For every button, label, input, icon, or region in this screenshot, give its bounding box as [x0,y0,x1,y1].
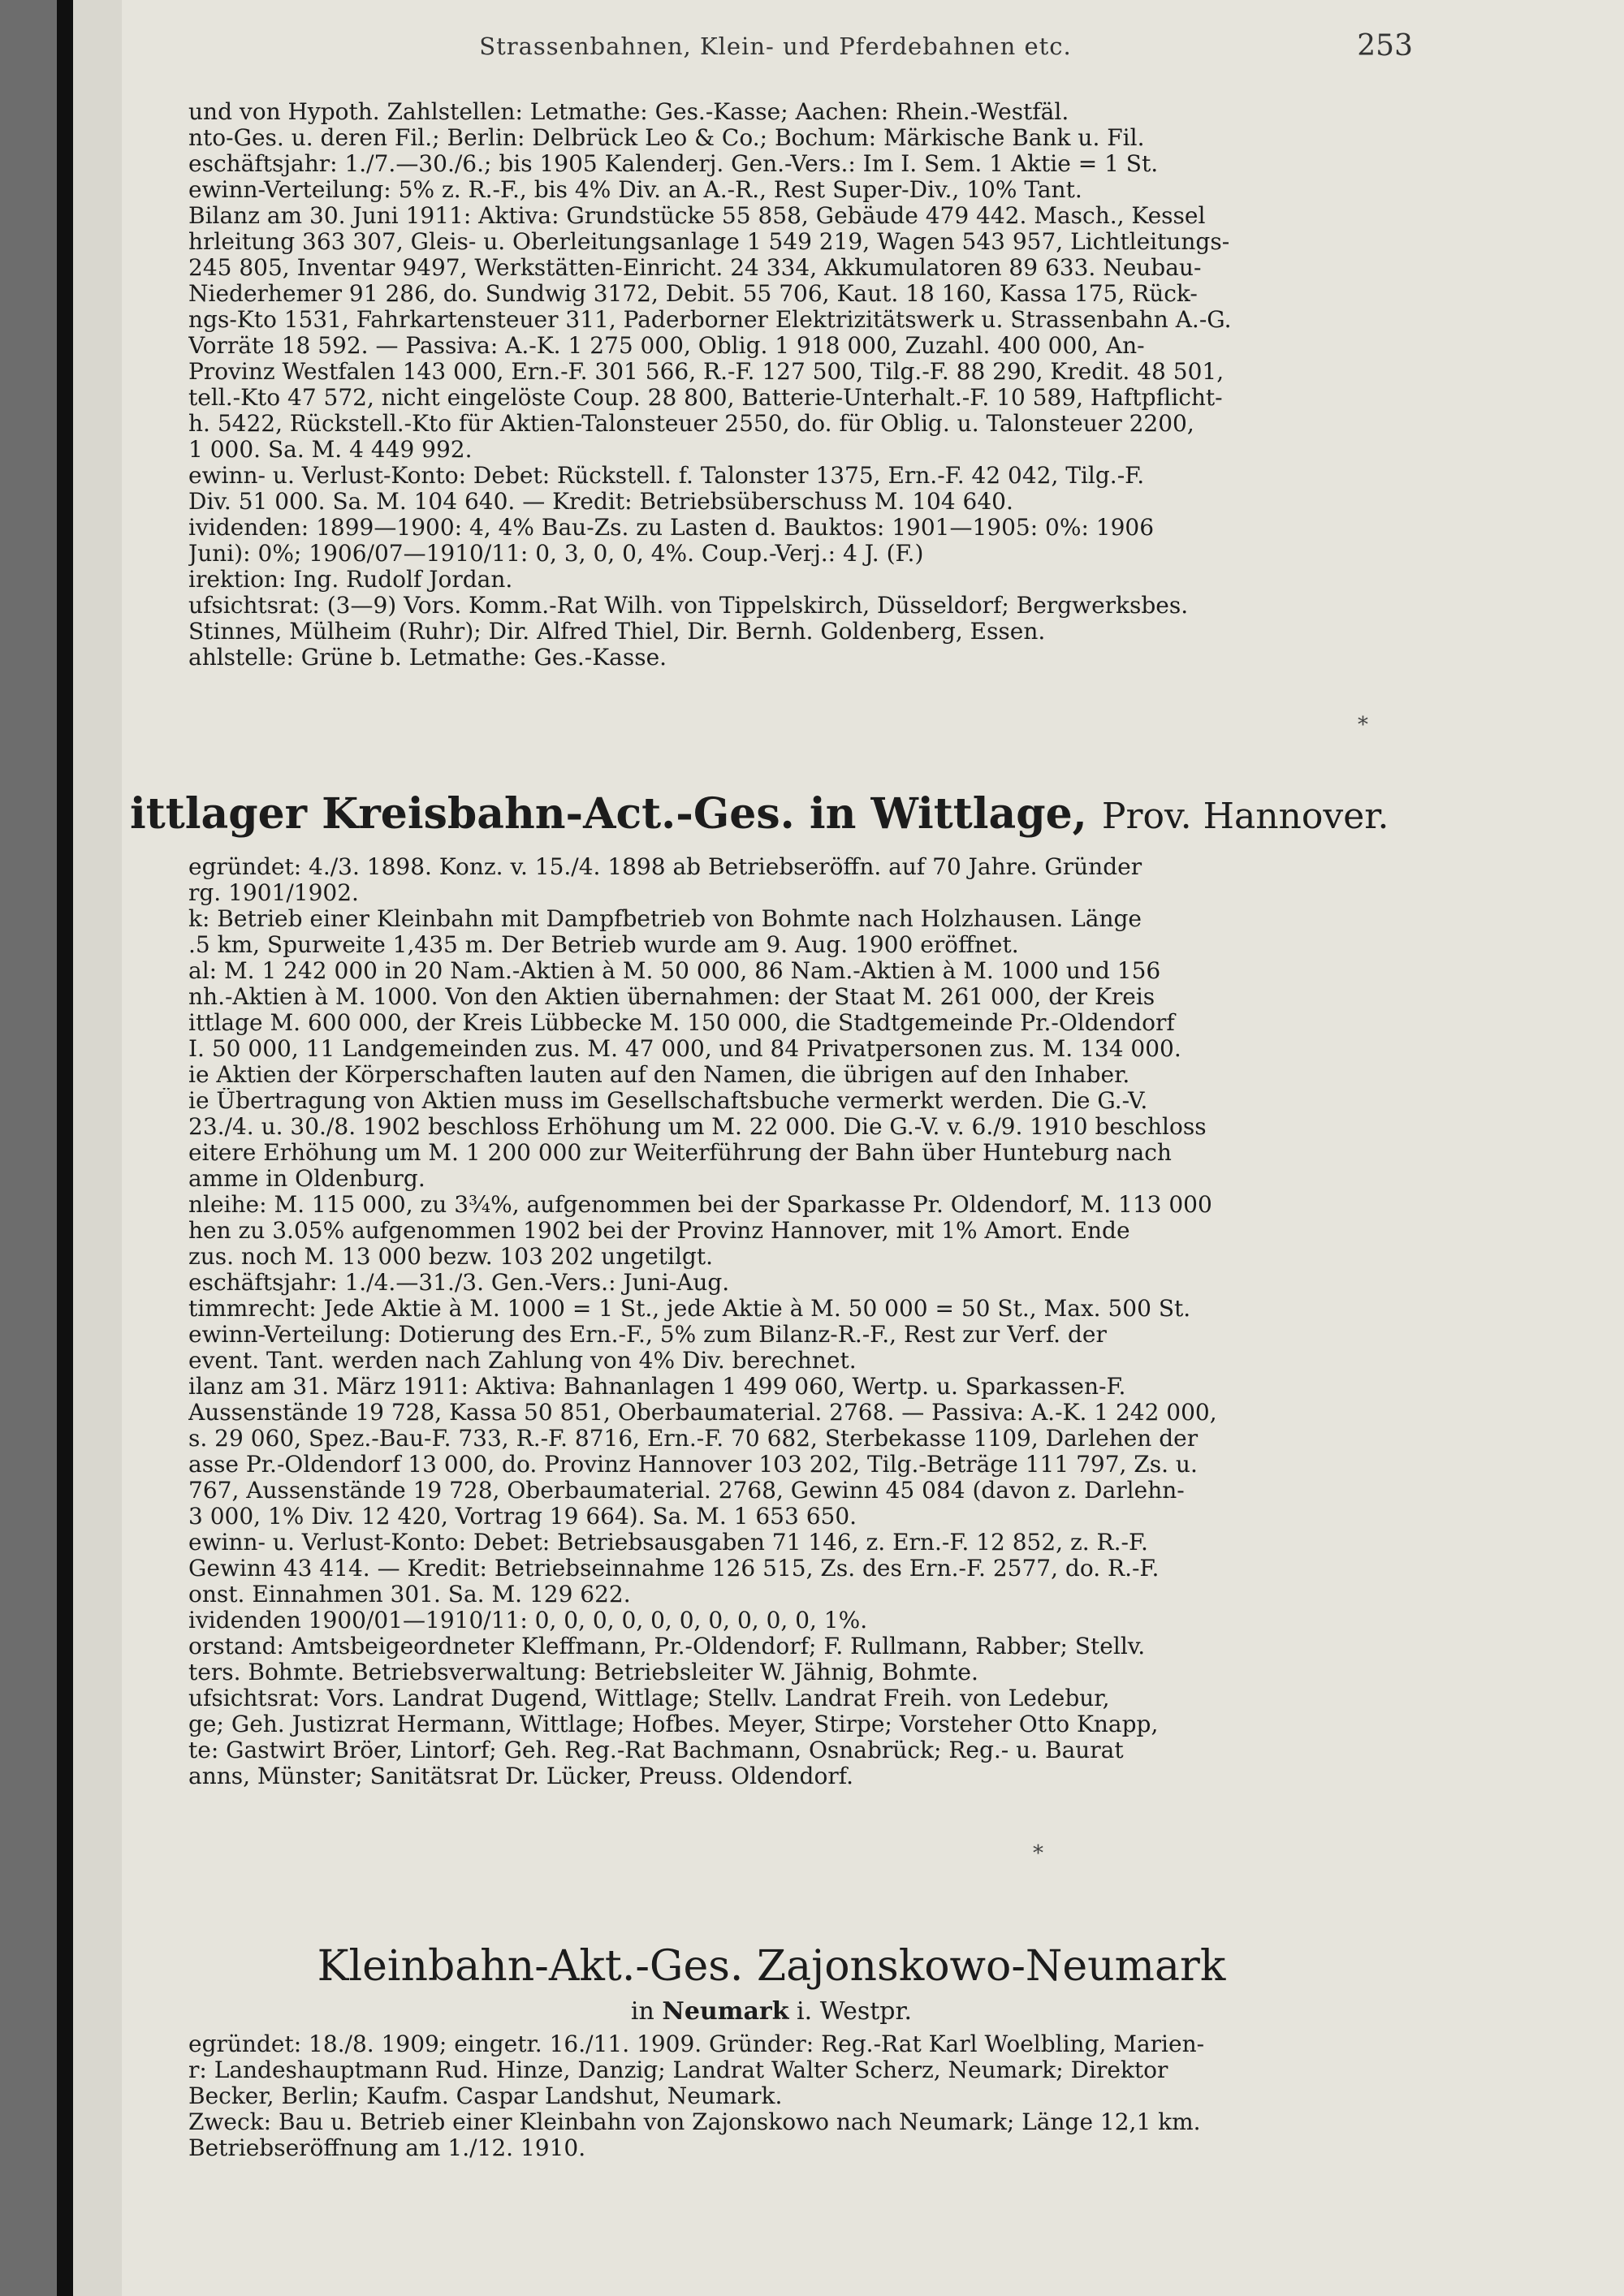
text-line: egründet: 18./8. 1909; eingetr. 16./11. 1909. Gründer: Reg.-Rat Karl Woelbling, Marien- [188,2031,1205,2057]
running-header: Strassenbahnen, Klein- und Pferdebahnen etc. [479,32,1072,60]
book-spine [57,0,73,2296]
text-line: ufsichtsrat: (3—9) Vors. Komm.-Rat Wilh. von Tippelskirch, Düsseldorf; Bergwerksbes. [188,593,1189,619]
text-line: anns, Münster; Sanitätsrat Dr. Lücker, Preuss. Oldendorf. [188,1763,853,1789]
text-line: 245 805, Inventar 9497, Werkstätten-Einricht. 24 334, Akkumulatoren 89 633. Neubau- [188,255,1202,281]
company-title-text: ittlager Kreisbahn-Act.-Ges. in Wittlage, [130,789,1087,839]
text-line: Div. 51 000. Sa. M. 104 640. — Kredit: Betriebsüberschuss M. 104 640. [188,489,1013,515]
text-line: amme in Oldenburg. [188,1166,425,1192]
text-line: ters. Bohmte. Betriebsverwaltung: Betriebsleiter W. Jähnig, Bohmte. [188,1659,978,1685]
text-line: hen zu 3.05% aufgenommen 1902 bei der Provinz Hannover, mit 1% Amort. Ende [188,1218,1130,1244]
company-title-suffix: Prov. Hannover. [1101,796,1389,837]
text-line: ie Aktien der Körperschaften lauten auf den Namen, die übrigen auf den Inhaber. [188,1062,1130,1088]
text-line: ngs-Kto 1531, Fahrkartensteuer 311, Paderborner Elektrizitätswerk u. Strassenbahn A.-G. [188,307,1232,333]
text-line: zus. noch M. 13 000 bezw. 103 202 ungetilgt. [188,1244,713,1270]
text-line: .5 km, Spurweite 1,435 m. Der Betrieb wurde am 9. Aug. 1900 eröffnet. [188,932,1019,958]
page-number: 253 [1357,29,1413,63]
text-line: al: M. 1 242 000 in 20 Nam.-Aktien à M. 50 000, 86 Nam.-Aktien à M. 1000 und 156 [188,958,1161,984]
text-line: Zweck: Bau u. Betrieb einer Kleinbahn von Zajonskowo nach Neumark; Länge 12,1 km. [188,2109,1201,2135]
text-line: Juni): 0%; 1906/07—1910/11: 0, 3, 0, 0, 4%. Coup.-Verj.: 4 J. (F.) [188,541,924,567]
left-page-edge [0,0,57,2296]
text-line: ewinn-Verteilung: Dotierung des Ern.-F., 5% zum Bilanz-R.-F., Rest zur Verf. der [188,1322,1107,1348]
text-line: Becker, Berlin; Kaufm. Caspar Landshut, Neumark. [188,2083,783,2109]
text-line: Niederhemer 91 286, do. Sundwig 3172, Debit. 55 706, Kaut. 18 160, Kassa 175, Rück- [188,281,1198,307]
section-2-text [188,854,1406,1789]
text-line: ewinn- u. Verlust-Konto: Debet: Rückstell. f. Talonster 1375, Ern.-F. 42 042, Tilg.-F. [188,463,1145,489]
text-line: eschäftsjahr: 1./4.—31./3. Gen.-Vers.: Juni-Aug. [188,1270,730,1296]
company-title-wittlager [130,789,1413,839]
text-line: Vorräte 18 592. — Passiva: A.-K. 1 275 000, Oblig. 1 918 000, Zuzahl. 400 000, An- [188,333,1145,359]
text-line: irektion: Ing. Rudolf Jordan. [188,567,513,593]
asterisk-mark: * [1033,1841,1043,1866]
text-line: egründet: 4./3. 1898. Konz. v. 15./4. 1898 ab Betriebseröffn. auf 70 Jahre. Gründer [188,854,1142,880]
text-line: nh.-Aktien à M. 1000. Von den Aktien übernahmen: der Staat M. 261 000, der Kreis [188,984,1155,1010]
text-line: 767, Aussenstände 19 728, Oberbaumaterial. 2768, Gewinn 45 084 (davon z. Darlehn- [188,1478,1185,1504]
text-line: ividenden: 1899—1900: 4, 4% Bau-Zs. zu Lasten d. Bauktos: 1901—1905: 0%: 1906 [188,515,1155,541]
text-line: eitere Erhöhung um M. 1 200 000 zur Weiterführung der Bahn über Hunteburg nach [188,1140,1172,1166]
text-line: I. 50 000, 11 Landgemeinden zus. M. 47 000, und 84 Privatpersonen zus. M. 134 000. [188,1036,1181,1062]
page-gutter [73,0,122,2296]
text-line: Stinnes, Mülheim (Ruhr); Dir. Alfred Thiel, Dir. Bernh. Goldenberg, Essen. [188,619,1046,645]
text-line: Gewinn 43 414. — Kredit: Betriebseinnahme 126 515, Zs. des Ern.-F. 2577, do. R.-F. [188,1556,1160,1582]
text-line: ividenden 1900/01—1910/11: 0, 0, 0, 0, 0, 0, 0, 0, 0, 0, 1%. [188,1608,868,1634]
text-line: eschäftsjahr: 1./7.—30./6.; bis 1905 Kalenderj. Gen.-Vers.: Im I. Sem. 1 Aktie = 1 St. [188,151,1159,177]
text-line: ewinn- u. Verlust-Konto: Debet: Betriebsausgaben 71 146, z. Ern.-F. 12 852, z. R.-F. [188,1530,1148,1556]
subtitle-in: in [630,1997,654,2026]
asterisk-mark: * [1358,713,1368,737]
text-line: Provinz Westfalen 143 000, Ern.-F. 301 566, R.-F. 127 500, Tilg.-F. 88 290, Kredit. 48 501, [188,359,1224,385]
text-line: ufsichtsrat: Vors. Landrat Dugend, Wittlage; Stellv. Landrat Freih. von Ledebur, [188,1685,1110,1711]
text-line: Aussenstände 19 728, Kassa 50 851, Oberbaumaterial. 2768. — Passiva: A.-K. 1 242 000, [188,1400,1217,1426]
section-3-text [188,2031,1406,2161]
text-line: Betriebseröffnung am 1./12. 1910. [188,2135,586,2161]
text-line: ittlage M. 600 000, der Kreis Lübbecke M. 150 000, die Stadtgemeinde Pr.-Oldendorf [188,1010,1175,1036]
text-line: und von Hypoth. Zahlstellen: Letmathe: Ges.-Kasse; Aachen: Rhein.-Westfäl. [188,99,1069,125]
text-line: nto-Ges. u. deren Fil.; Berlin: Delbrück Leo & Co.; Bochum: Märkische Bank u. Fil. [188,125,1145,151]
text-line: ge; Geh. Justizrat Hermann, Wittlage; Hofbes. Meyer, Stirpe; Vorsteher Otto Knapp, [188,1711,1159,1737]
text-line: 3 000, 1% Div. 12 420, Vortrag 19 664). Sa. M. 1 653 650. [188,1504,857,1530]
text-line: ilanz am 31. März 1911: Aktiva: Bahnanlagen 1 499 060, Wertp. u. Sparkassen-F. [188,1374,1126,1400]
text-line: ahlstelle: Grüne b. Letmathe: Ges.-Kasse. [188,645,667,671]
text-line: Bilanz am 30. Juni 1911: Aktiva: Grundstücke 55 858, Gebäude 479 442. Masch., Kessel [188,203,1206,229]
text-line: r: Landeshauptmann Rud. Hinze, Danzig; Landrat Walter Scherz, Neumark; Direktor [188,2057,1168,2083]
text-line: asse Pr.-Oldendorf 13 000, do. Provinz Hannover 103 202, Tilg.-Beträge 111 797, Zs. u. [188,1452,1198,1478]
subtitle-place: Neumark [662,1997,789,2026]
text-line: tell.-Kto 47 572, nicht eingelöste Coup. 28 800, Batterie-Unterhalt.-F. 10 589, Haftpflicht- [188,385,1223,411]
company-title-zajonskowo: Kleinbahn-Akt.-Ges. Zajonskowo-Neumark [317,1942,1226,1991]
text-line: te: Gastwirt Bröer, Lintorf; Geh. Reg.-Rat Bachmann, Osnabrück; Reg.- u. Baurat [188,1737,1124,1763]
text-line: event. Tant. werden nach Zahlung von 4% Div. berechnet. [188,1348,857,1374]
company-subtitle [130,1997,1413,2026]
text-line: 23./4. u. 30./8. 1902 beschloss Erhöhung um M. 22 000. Die G.-V. v. 6./9. 1910 beschloss [188,1114,1207,1140]
text-line: k: Betrieb einer Kleinbahn mit Dampfbetrieb von Bohmte nach Holzhausen. Länge [188,906,1142,932]
text-line: timmrecht: Jede Aktie à M. 1000 = 1 St., jede Aktie à M. 50 000 = 50 St., Max. 500 St. [188,1296,1191,1322]
text-line: ewinn-Verteilung: 5% z. R.-F., bis 4% Div. an A.-R., Rest Super-Div., 10% Tant. [188,177,1082,203]
text-line: hrleitung 363 307, Gleis- u. Oberleitungsanlage 1 549 219, Wagen 543 957, Lichtleitungs- [188,229,1230,255]
text-line: onst. Einnahmen 301. Sa. M. 129 622. [188,1582,631,1608]
text-line: 1 000. Sa. M. 4 449 992. [188,437,473,463]
text-line: nleihe: M. 115 000, zu 3¾%, aufgenommen bei der Sparkasse Pr. Oldendorf, M. 113 000 [188,1192,1212,1218]
subtitle-region: i. Westpr. [797,1997,913,2026]
section-1-text [188,99,1406,671]
text-line: orstand: Amtsbeigeordneter Kleffmann, Pr.-Oldendorf; F. Rullmann, Rabber; Stellv. [188,1634,1146,1659]
text-line: ie Übertragung von Aktien muss im Gesellschaftsbuche vermerkt werden. Die G.-V. [188,1088,1148,1114]
text-line: s. 29 060, Spez.-Bau-F. 733, R.-F. 8716, Ern.-F. 70 682, Sterbekasse 1109, Darlehen der [188,1426,1199,1452]
text-line: h. 5422, Rückstell.-Kto für Aktien-Talonsteuer 2550, do. für Oblig. u. Talonsteuer 2200, [188,411,1194,437]
text-line: rg. 1901/1902. [188,880,359,906]
